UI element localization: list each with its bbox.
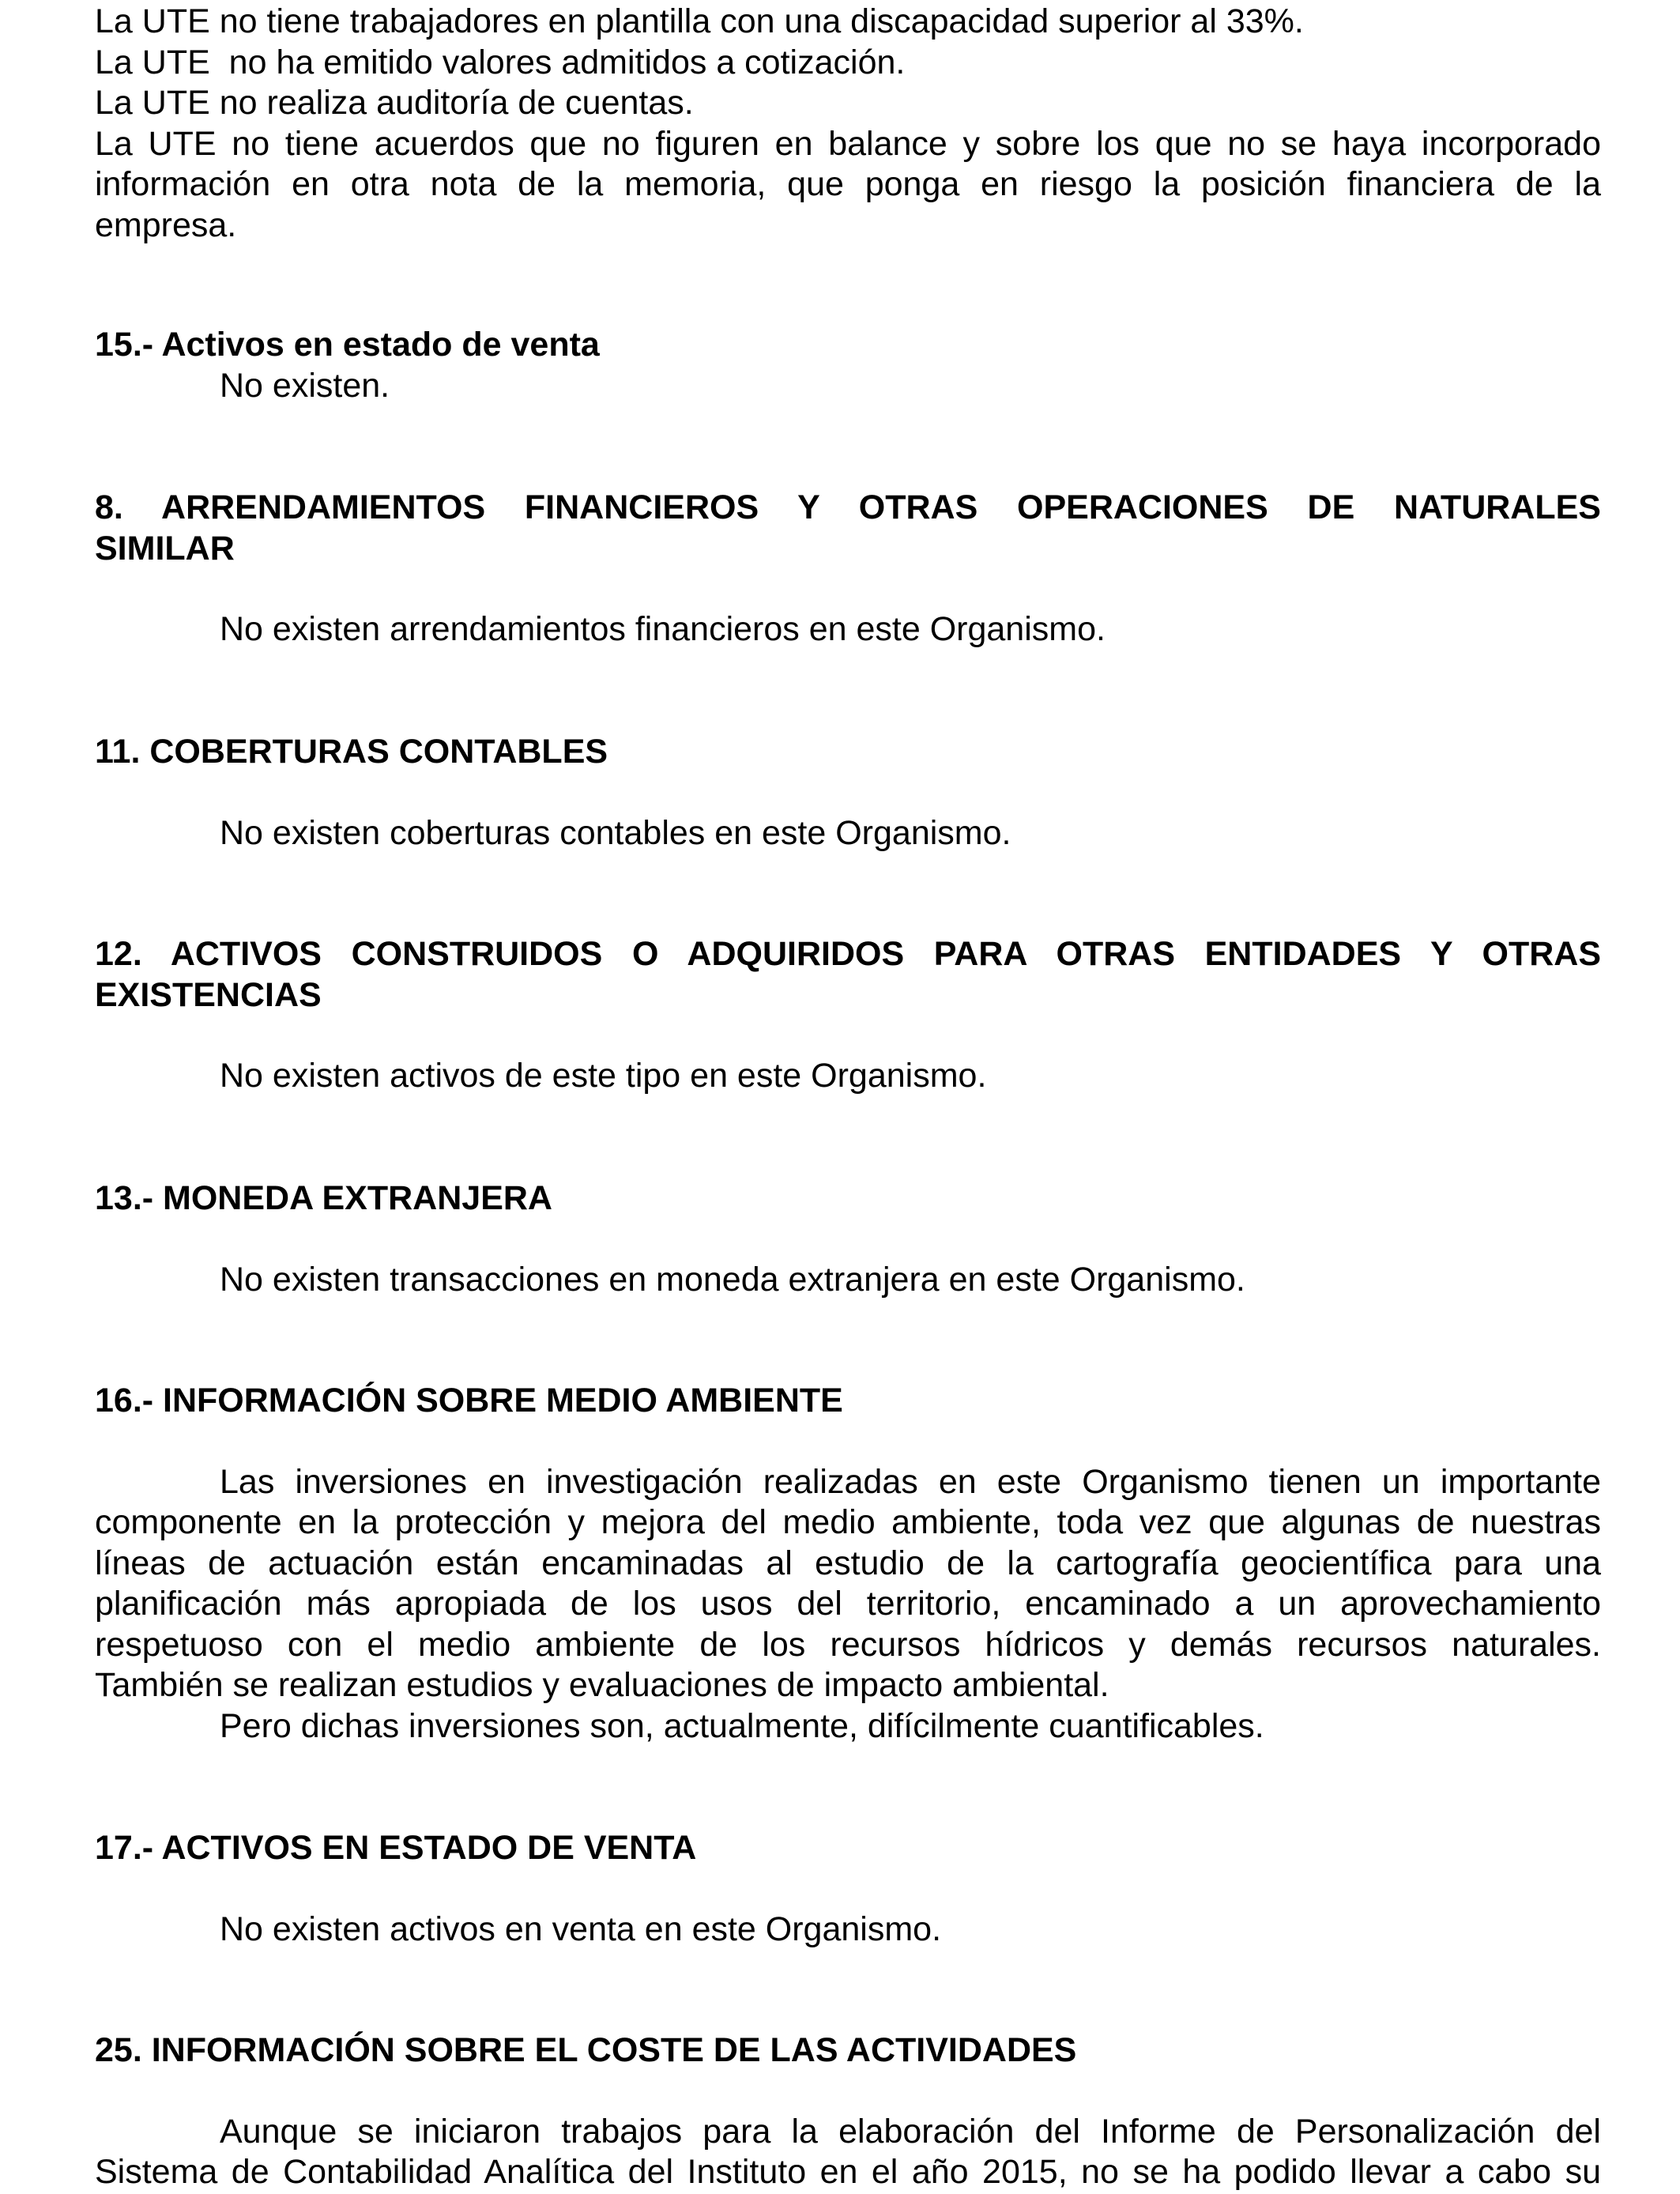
section-paragraph (95, 2112, 1601, 2193)
section-16 (95, 1381, 1601, 1747)
paragraph-line: Las inversiones en investigación realizadas en este Organismo tienen un importante (220, 1462, 1601, 1501)
section-body: No existen transacciones en moneda extranjera en este Organismo. (220, 1260, 1245, 1299)
section-heading: 12. ACTIVOS CONSTRUIDOS O ADQUIRIDOS PARA OTRAS ENTIDADES Y OTRAS (95, 935, 1601, 973)
paragraph-line: respetuoso con el medio ambiente de los recursos hídricos y demás recursos naturales. (95, 1625, 1601, 1664)
section-13 (95, 1178, 1601, 1300)
paragraph-line: Sistema de Contabilidad Analítica del Instituto en el año 2015, no se ha podido llevar a cabo su (95, 2153, 1601, 2191)
section-body: No existen activos en venta en este Organismo. (220, 1909, 942, 1948)
intro-line: La UTE no ha emitido valores admitidos a cotización. (95, 43, 906, 81)
intro-paragraph-line: La UTE no tiene acuerdos que no figuren en balance y sobre los que no se haya incorporado (95, 124, 1601, 163)
intro-paragraph-last: empresa. (95, 205, 237, 244)
paragraph-line: También se realizan estudios y evaluaciones de impacto ambiental. (95, 1666, 1109, 1704)
section-heading: 13.- MONEDA EXTRANJERA (95, 1179, 552, 1217)
section-8 (95, 488, 1601, 650)
paragraph-line: líneas de actuación están encaminadas al estudio de la cartografía geocientífica para una (95, 1544, 1601, 1582)
intro-line: La UTE no tiene trabajadores en plantilla con una discapacidad superior al 33%. (95, 2, 1304, 40)
section-heading: 8. ARRENDAMIENTOS FINANCIEROS Y OTRAS OPERACIONES DE NATURALES (95, 488, 1601, 526)
section-paragraph (95, 1462, 1601, 1706)
intro-paragraph-line: información en otra nota de la memoria, que ponga en riesgo la posición financiera de la (95, 165, 1601, 203)
section-heading: 11. COBERTURAS CONTABLES (95, 733, 608, 771)
section-15 (95, 325, 1601, 406)
paragraph-line: planificación más apropiada de los usos del territorio, encaminado a un aprovechamiento (95, 1585, 1601, 1623)
paragraph-line: componente en la protección y mejora del medio ambiente, toda vez que algunas de nuestras (95, 1503, 1601, 1541)
section-body: No existen. (220, 366, 390, 405)
section-heading: 25. INFORMACIÓN SOBRE EL COSTE DE LAS ACTIVIDADES (95, 2031, 1077, 2069)
section-heading: 16.- INFORMACIÓN SOBRE MEDIO AMBIENTE (95, 1382, 843, 1419)
section-body: No existen coberturas contables en este Organismo. (220, 813, 1011, 852)
section-body: No existen arrendamientos financieros en este Organismo. (220, 610, 1106, 648)
intro-block (95, 2, 1601, 246)
section-body: No existen activos de este tipo en este Organismo. (220, 1057, 987, 1095)
section-heading-cont: EXISTENCIAS (95, 975, 322, 1014)
section-11 (95, 732, 1601, 854)
paragraph-line: Aunque se iniciaron trabajos para la elaboración del Informe de Personalización del (220, 2112, 1601, 2151)
section-heading-cont: SIMILAR (95, 529, 235, 567)
section-heading: 15.- Activos en estado de venta (95, 326, 600, 364)
section-paragraph-2: Pero dichas inversiones son, actualmente, difícilmente cuantificables. (220, 1706, 1264, 1745)
section-heading: 17.- ACTIVOS EN ESTADO DE VENTA (95, 1829, 697, 1867)
section-12 (95, 934, 1601, 1097)
intro-line: La UTE no realiza auditoría de cuentas. (95, 84, 694, 122)
section-17 (95, 1828, 1601, 1950)
section-25 (95, 2030, 1601, 2193)
